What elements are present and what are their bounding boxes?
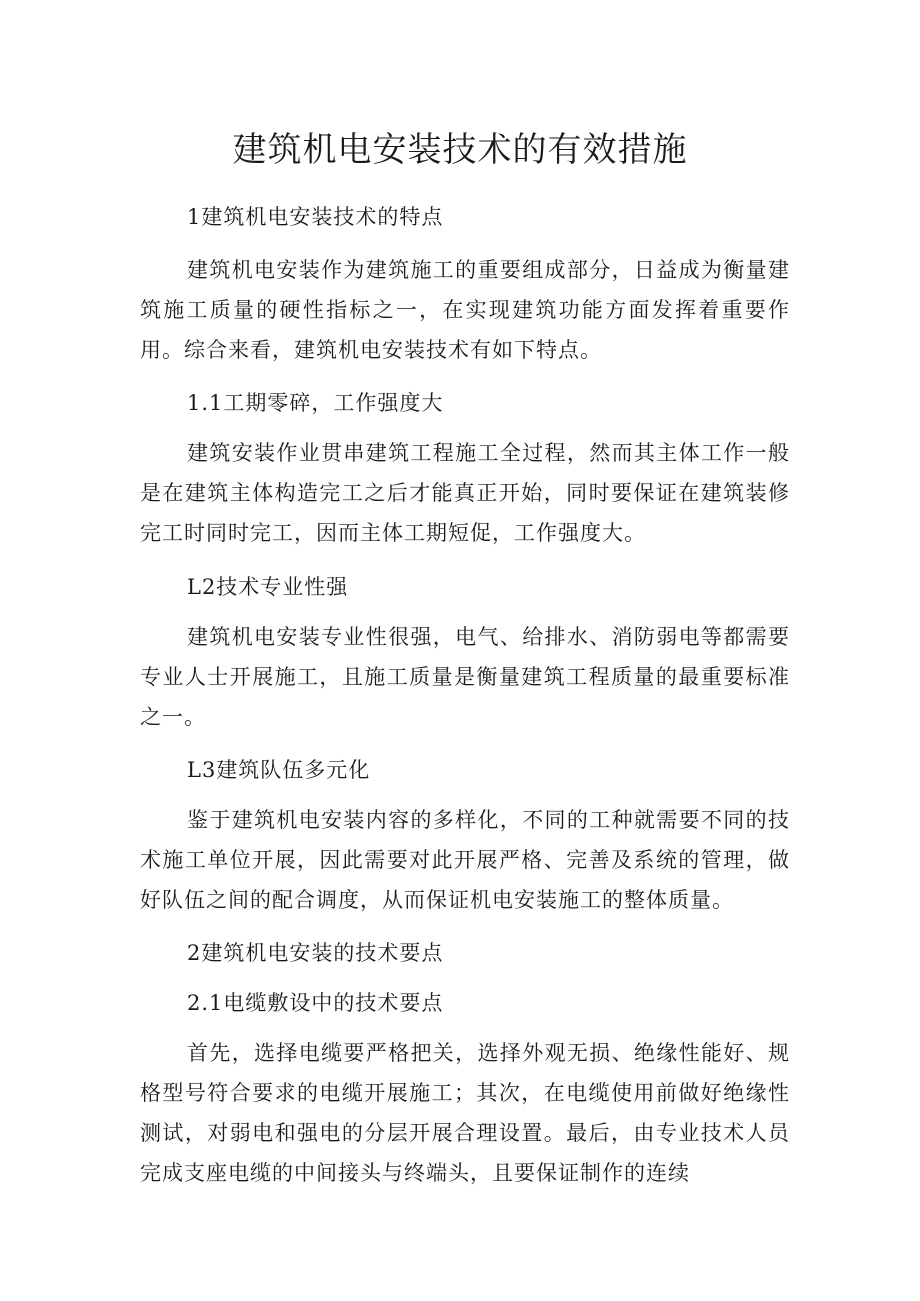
paragraph-1-3: 鉴于建筑机电安装内容的多样化，不同的工种就需要不同的技术施工单位开展，因此需要对此开展严格、完善及系统的管理，做好队伍之间的配合调度，从而保证机电安装施工的整体质量。: [140, 808, 790, 912]
document-title: 建筑机电安装技术的有效措施: [232, 130, 688, 170]
section-heading-2: 2建筑机电安装的技术要点: [187, 941, 444, 965]
subsection-heading-2-1: 2.1电缆敷设中的技术要点: [187, 991, 444, 1015]
subsection-heading-1-2: L2技术专业性强: [187, 575, 349, 599]
subsection-heading-1-1: 1.1工期零碎，工作强度大: [187, 391, 444, 415]
paragraph-1-2: 建筑机电安装专业性很强，电气、给排水、消防弱电等都需要专业人士开展施工，且施工质量是衡量建筑工程质量的最重要标准之一。: [140, 625, 790, 729]
subsection-heading-1-3: L3建筑队伍多元化: [187, 758, 371, 782]
section-heading-1: 1建筑机电安装技术的特点: [187, 205, 444, 229]
paragraph-1: 建筑机电安装作为建筑施工的重要组成部分，日益成为衡量建筑施工质量的硬性指标之一，在实现建筑功能方面发挥着重要作用。综合来看，建筑机电安装技术有如下特点。: [140, 258, 790, 362]
paragraph-2-1: 首先，选择电缆要严格把关，选择外观无损、绝缘性能好、规格型号符合要求的电缆开展施工；其次，在电缆使用前做好绝缘性测试，对弱电和强电的分层开展合理设置。最后，由专业技术人员完成支座电缆的中间接头与终端头，且要保证制作的连续: [140, 1041, 790, 1185]
paragraph-1-1: 建筑安装作业贯串建筑工程施工全过程，然而其主体工作一般是在建筑主体构造完工之后才能真正开始，同时要保证在建筑装修完工时同时完工，因而主体工期短促，工作强度大。: [140, 441, 790, 545]
